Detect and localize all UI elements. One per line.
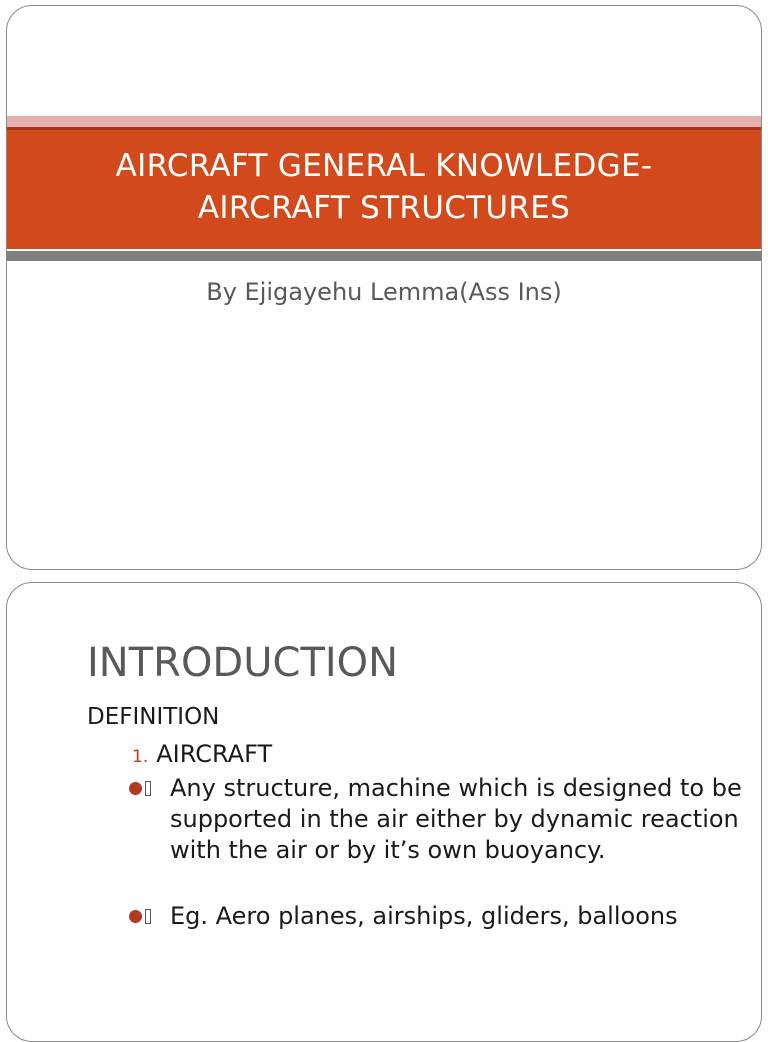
title-band-top-stripe: [7, 116, 761, 127]
slide-title-line-1: AIRCRAFT GENERAL KNOWLEDGE-: [115, 148, 653, 184]
title-band-bottom-stripe: [7, 251, 761, 261]
content-heading: INTRODUCTION: [87, 640, 399, 686]
slide-title-line-2: AIRCRAFT STRUCTURES: [197, 190, 571, 226]
list-item-label: AIRCRAFT: [156, 740, 273, 768]
list-number: 1.: [132, 747, 149, 767]
slide-subtitle: By Ejigayehu Lemma(Ass Ins): [206, 278, 562, 306]
numbered-list-item: [132, 738, 272, 773]
bullet-item: [129, 901, 749, 932]
slide-title: [7, 145, 761, 229]
bullet-text: Eg. Aero planes, airships, gliders, balloons: [170, 902, 678, 930]
bullet-text: Any structure, machine which is designed to be supported in the air either by dynamic reaction with the air or by it’s own buoyancy.: [170, 774, 742, 864]
bullet-item: [129, 773, 749, 866]
bullet-icon: [129, 909, 159, 925]
content-slide: [6, 582, 762, 1042]
bullet-icon: [129, 781, 159, 797]
title-slide: [6, 5, 762, 570]
content-subheading: DEFINITION: [87, 704, 220, 730]
